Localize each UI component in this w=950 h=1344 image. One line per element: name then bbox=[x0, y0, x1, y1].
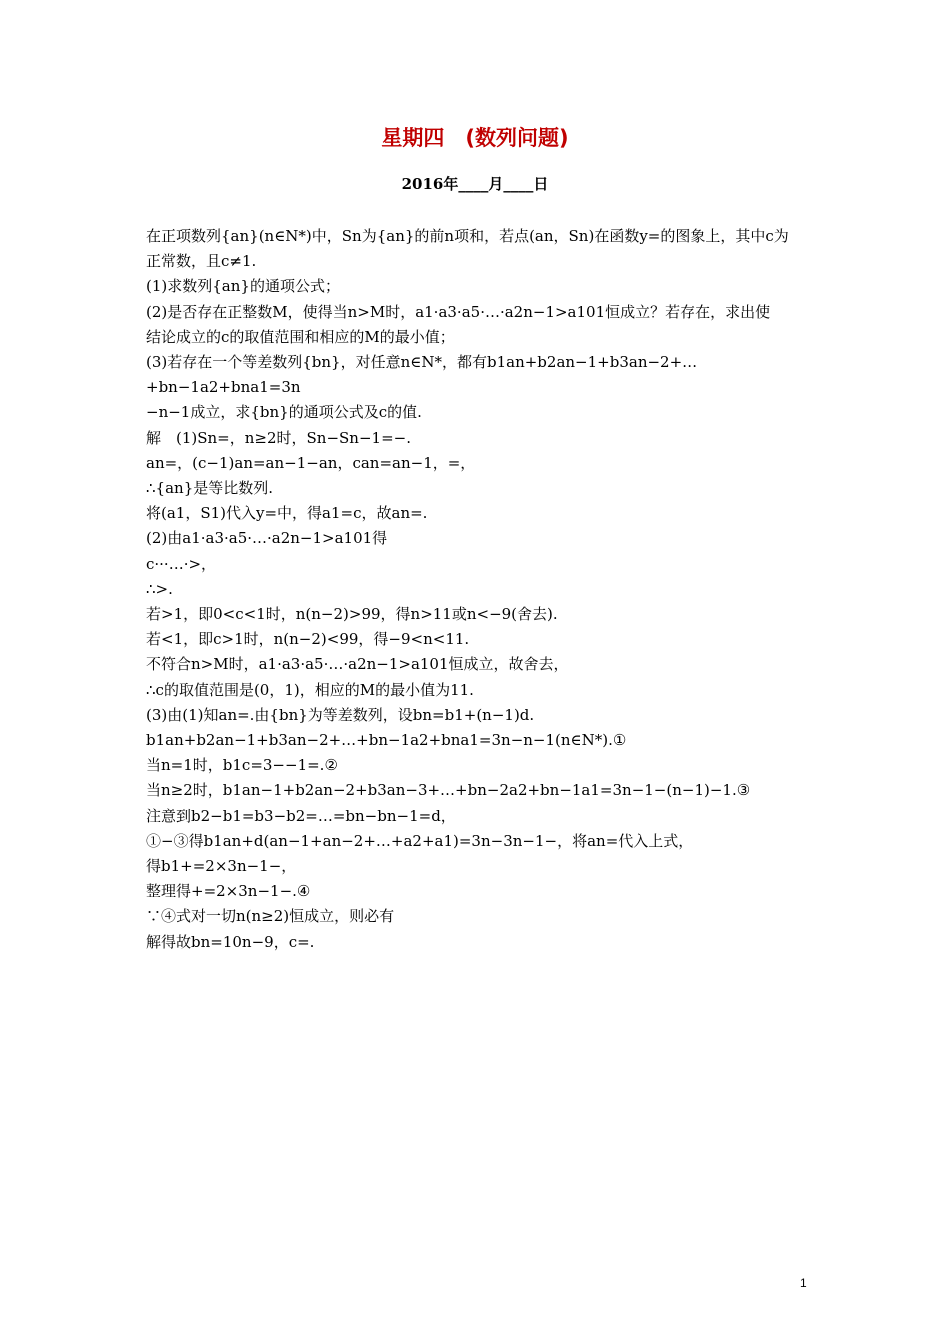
text-line: 不符合n>M时，a1·a3·a5·…·a2n−1>a101恒成立，故舍去， bbox=[146, 655, 569, 674]
text-line: 当n=1时，b1c=3−−1=.② bbox=[146, 756, 338, 775]
text-line: −n−1成立，求{bn}的通项公式及c的值. bbox=[146, 403, 422, 422]
text-line: 若<1，即c>1时，n(n−2)<99，得−9<n<11. bbox=[146, 630, 470, 649]
text-line: ∴{an}是等比数列. bbox=[146, 479, 274, 498]
page-number: 1 bbox=[800, 1276, 807, 1290]
text-line: 解得故bn=10n−9，c=. bbox=[146, 932, 315, 951]
page-title: 星期四 (数列问题) bbox=[381, 126, 569, 150]
text-line: ∵④式对一切n(n≥2)恒成立，则必有 bbox=[146, 907, 395, 926]
text-line: 得b1+=2×3n−1−， bbox=[146, 857, 297, 876]
text-line: (2)由a1·a3·a5·…·a2n−1>a101得 bbox=[146, 529, 388, 548]
text-line: 整理得+=2×3n−1−.④ bbox=[146, 882, 311, 901]
text-line: b1an+b2an−1+b3an−2+…+bn−1a2+bna1=3n−n−1(n∈N*).① bbox=[146, 731, 627, 750]
text-line: 若>1，即0<c<1时，n(n−2)>99，得n>11或n<−9(舍去). bbox=[146, 605, 558, 624]
text-line: (1)求数列{an}的通项公式； bbox=[146, 277, 340, 296]
text-line: 在正项数列{an}(n∈N*)中，Sn为{an}的前n项和，若点(an，Sn)在函数y=的图象上，其中c为 bbox=[146, 227, 789, 245]
text-line: (3)若存在一个等差数列{bn}，对任意n∈N*，都有b1an+b2an−1+b3an−2+…+bn−1a2+bna1=3n bbox=[146, 353, 698, 397]
text-line: ∴>. bbox=[146, 579, 173, 598]
text-line: ①−③得b1an+d(an−1+an−2+…+a2+a1)=3n−3n−1−，将an=代入上式， bbox=[146, 831, 694, 850]
text-line: 将(a1，S1)代入y=中，得a1=c，故an=. bbox=[146, 504, 428, 523]
text-line: (3)由(1)知an=.由{bn}为等差数列，设bn=b1+(n−1)d. bbox=[146, 705, 535, 724]
text-line: 结论成立的c的取值范围和相应的M的最小值； bbox=[146, 327, 455, 346]
text-line: an=，(c−1)an=an−1−an，can=an−1，=， bbox=[146, 453, 476, 472]
text-line: 注意到b2−b1=b3−b2=…=bn−bn−1=d， bbox=[146, 806, 456, 825]
problem-body bbox=[146, 224, 816, 955]
text-line: ∴c的取值范围是(0，1)，相应的M的最小值为11. bbox=[146, 680, 474, 699]
text-line: 正常数，且c≠1. bbox=[146, 252, 257, 271]
text-line: 解 (1)Sn=，n≥2时，Sn−Sn−1=−. bbox=[146, 428, 411, 447]
text-line: 当n≥2时，b1an−1+b2an−2+b3an−3+…+bn−2a2+bn−1a1=3n−1−(n−1)−1.③ bbox=[146, 781, 751, 800]
text-line: (2)是否存在正整数M，使得当n>M时，a1·a3·a5·…·a2n−1>a101恒成立？若存在，求出使 bbox=[146, 302, 771, 321]
date-line: 2016年____月____日 bbox=[401, 175, 549, 193]
text-line: c···…·>， bbox=[146, 554, 217, 573]
